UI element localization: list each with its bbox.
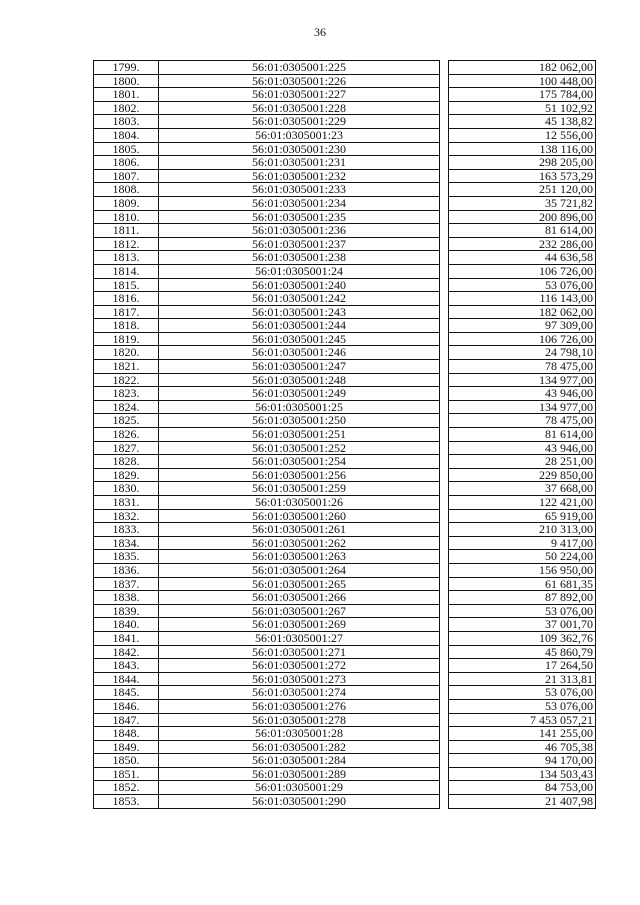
cadastral-number: 56:01:0305001:269	[159, 618, 440, 632]
cadastral-number: 56:01:0305001:238	[159, 251, 440, 265]
column-gap	[440, 645, 449, 659]
cadastral-number: 56:01:0305001:243	[159, 305, 440, 319]
cadastral-number: 56:01:0305001:271	[159, 645, 440, 659]
row-number: 1834.	[94, 536, 159, 550]
column-gap	[440, 727, 449, 741]
table-row	[94, 251, 596, 265]
cadastral-number: 56:01:0305001:237	[159, 237, 440, 251]
column-gap	[440, 414, 449, 428]
row-number: 1816.	[94, 292, 159, 306]
cadastral-value: 100 448,00	[449, 74, 596, 88]
table-row	[94, 468, 596, 482]
table-row	[94, 128, 596, 142]
column-gap	[440, 74, 449, 88]
table-row	[94, 156, 596, 170]
table-row	[94, 659, 596, 673]
cadastral-value: 43 946,00	[449, 441, 596, 455]
table-row	[94, 767, 596, 781]
row-number: 1828.	[94, 455, 159, 469]
column-gap	[440, 795, 449, 809]
cadastral-value: 37 668,00	[449, 482, 596, 496]
column-gap	[440, 631, 449, 645]
cadastral-number: 56:01:0305001:289	[159, 767, 440, 781]
table-row	[94, 169, 596, 183]
table-row	[94, 224, 596, 238]
table-row	[94, 577, 596, 591]
column-gap	[440, 115, 449, 129]
column-gap	[440, 509, 449, 523]
cadastral-value: 53 076,00	[449, 699, 596, 713]
cadastral-value: 106 726,00	[449, 332, 596, 346]
column-gap	[440, 468, 449, 482]
row-number: 1818.	[94, 319, 159, 333]
column-gap	[440, 754, 449, 768]
cadastral-value: 122 421,00	[449, 496, 596, 510]
row-number: 1833.	[94, 523, 159, 537]
column-gap	[440, 740, 449, 754]
column-gap	[440, 441, 449, 455]
cadastral-number: 56:01:0305001:272	[159, 659, 440, 673]
table-row	[94, 305, 596, 319]
cadastral-number: 56:01:0305001:260	[159, 509, 440, 523]
cadastral-number: 56:01:0305001:284	[159, 754, 440, 768]
table-row	[94, 115, 596, 129]
row-number: 1827.	[94, 441, 159, 455]
cadastral-value: 81 614,00	[449, 224, 596, 238]
cadastral-number: 56:01:0305001:252	[159, 441, 440, 455]
cadastral-value: 156 950,00	[449, 563, 596, 577]
cadastral-number: 56:01:0305001:267	[159, 604, 440, 618]
table-row	[94, 88, 596, 102]
table-row	[94, 699, 596, 713]
cadastral-number: 56:01:0305001:254	[159, 455, 440, 469]
cadastral-value: 35 721,82	[449, 196, 596, 210]
cadastral-value: 251 120,00	[449, 183, 596, 197]
row-number: 1820.	[94, 346, 159, 360]
row-number: 1842.	[94, 645, 159, 659]
cadastral-value: 21 407,98	[449, 795, 596, 809]
cadastral-number: 56:01:0305001:225	[159, 61, 440, 75]
cadastral-value: 106 726,00	[449, 264, 596, 278]
row-number: 1836.	[94, 563, 159, 577]
cadastral-value: 45 138,82	[449, 115, 596, 129]
column-gap	[440, 101, 449, 115]
row-number: 1809.	[94, 196, 159, 210]
row-number: 1853.	[94, 795, 159, 809]
cadastral-value: 53 076,00	[449, 686, 596, 700]
column-gap	[440, 292, 449, 306]
cadastral-value: 97 309,00	[449, 319, 596, 333]
column-gap	[440, 591, 449, 605]
cadastral-value: 43 946,00	[449, 387, 596, 401]
column-gap	[440, 61, 449, 75]
column-gap	[440, 659, 449, 673]
cadastral-value: 182 062,00	[449, 61, 596, 75]
cadastral-number: 56:01:0305001:249	[159, 387, 440, 401]
row-number: 1811.	[94, 224, 159, 238]
table-row	[94, 183, 596, 197]
table-row	[94, 523, 596, 537]
table-row	[94, 591, 596, 605]
cadastral-value: 46 705,38	[449, 740, 596, 754]
row-number: 1813.	[94, 251, 159, 265]
table-body	[94, 61, 596, 809]
column-gap	[440, 455, 449, 469]
row-number: 1808.	[94, 183, 159, 197]
row-number: 1822.	[94, 373, 159, 387]
cadastral-value: 17 264,50	[449, 659, 596, 673]
cadastral-number: 56:01:0305001:26	[159, 496, 440, 510]
row-number: 1802.	[94, 101, 159, 115]
column-gap	[440, 482, 449, 496]
table-row	[94, 400, 596, 414]
cadastral-number: 56:01:0305001:240	[159, 278, 440, 292]
row-number: 1826.	[94, 428, 159, 442]
table-row	[94, 727, 596, 741]
row-number: 1849.	[94, 740, 159, 754]
cadastral-number: 56:01:0305001:28	[159, 727, 440, 741]
cadastral-number: 56:01:0305001:236	[159, 224, 440, 238]
row-number: 1851.	[94, 767, 159, 781]
row-number: 1838.	[94, 591, 159, 605]
cadastral-number: 56:01:0305001:233	[159, 183, 440, 197]
table-row	[94, 319, 596, 333]
table-row	[94, 455, 596, 469]
cadastral-value: 45 860,79	[449, 645, 596, 659]
table-row	[94, 237, 596, 251]
cadastral-number: 56:01:0305001:229	[159, 115, 440, 129]
row-number: 1831.	[94, 496, 159, 510]
column-gap	[440, 604, 449, 618]
row-number: 1803.	[94, 115, 159, 129]
cadastral-value: 50 224,00	[449, 550, 596, 564]
cadastral-number: 56:01:0305001:231	[159, 156, 440, 170]
cadastral-number: 56:01:0305001:227	[159, 88, 440, 102]
cadastral-value: 84 753,00	[449, 781, 596, 795]
cadastral-value: 109 362,76	[449, 631, 596, 645]
cadastral-value: 21 313,81	[449, 672, 596, 686]
cadastral-number: 56:01:0305001:282	[159, 740, 440, 754]
cadastral-number: 56:01:0305001:245	[159, 332, 440, 346]
cadastral-number: 56:01:0305001:259	[159, 482, 440, 496]
table-row	[94, 754, 596, 768]
row-number: 1843.	[94, 659, 159, 673]
column-gap	[440, 699, 449, 713]
table-row	[94, 360, 596, 374]
column-gap	[440, 536, 449, 550]
column-gap	[440, 156, 449, 170]
row-number: 1841.	[94, 631, 159, 645]
cadastral-number: 56:01:0305001:244	[159, 319, 440, 333]
column-gap	[440, 523, 449, 537]
table-row	[94, 142, 596, 156]
table-row	[94, 536, 596, 550]
cadastral-number: 56:01:0305001:256	[159, 468, 440, 482]
row-number: 1807.	[94, 169, 159, 183]
cadastral-number: 56:01:0305001:261	[159, 523, 440, 537]
cadastral-number: 56:01:0305001:235	[159, 210, 440, 224]
column-gap	[440, 251, 449, 265]
column-gap	[440, 319, 449, 333]
column-gap	[440, 169, 449, 183]
row-number: 1847.	[94, 713, 159, 727]
table-row	[94, 713, 596, 727]
row-number: 1819.	[94, 332, 159, 346]
column-gap	[440, 618, 449, 632]
column-gap	[440, 264, 449, 278]
cadastral-number: 56:01:0305001:23	[159, 128, 440, 142]
cadastral-number: 56:01:0305001:246	[159, 346, 440, 360]
row-number: 1837.	[94, 577, 159, 591]
column-gap	[440, 672, 449, 686]
column-gap	[440, 88, 449, 102]
cadastral-value-table	[93, 60, 596, 809]
column-gap	[440, 400, 449, 414]
row-number: 1800.	[94, 74, 159, 88]
column-gap	[440, 332, 449, 346]
cadastral-value: 229 850,00	[449, 468, 596, 482]
row-number: 1839.	[94, 604, 159, 618]
row-number: 1832.	[94, 509, 159, 523]
column-gap	[440, 346, 449, 360]
table-row	[94, 278, 596, 292]
row-number: 1812.	[94, 237, 159, 251]
column-gap	[440, 183, 449, 197]
row-number: 1829.	[94, 468, 159, 482]
table-row	[94, 672, 596, 686]
table-row	[94, 482, 596, 496]
column-gap	[440, 550, 449, 564]
table-row	[94, 645, 596, 659]
cadastral-number: 56:01:0305001:290	[159, 795, 440, 809]
cadastral-number: 56:01:0305001:25	[159, 400, 440, 414]
cadastral-value: 44 636,58	[449, 251, 596, 265]
cadastral-value: 87 892,00	[449, 591, 596, 605]
cadastral-number: 56:01:0305001:228	[159, 101, 440, 115]
column-gap	[440, 428, 449, 442]
table-row	[94, 346, 596, 360]
row-number: 1804.	[94, 128, 159, 142]
table-row	[94, 441, 596, 455]
cadastral-value: 138 116,00	[449, 142, 596, 156]
table-row	[94, 509, 596, 523]
column-gap	[440, 713, 449, 727]
row-number: 1815.	[94, 278, 159, 292]
cadastral-number: 56:01:0305001:262	[159, 536, 440, 550]
cadastral-value: 116 143,00	[449, 292, 596, 306]
cadastral-value: 37 001,70	[449, 618, 596, 632]
cadastral-value: 210 313,00	[449, 523, 596, 537]
table-row	[94, 740, 596, 754]
cadastral-number: 56:01:0305001:29	[159, 781, 440, 795]
cadastral-number: 56:01:0305001:232	[159, 169, 440, 183]
row-number: 1805.	[94, 142, 159, 156]
cadastral-number: 56:01:0305001:247	[159, 360, 440, 374]
cadastral-number: 56:01:0305001:27	[159, 631, 440, 645]
cadastral-value: 65 919,00	[449, 509, 596, 523]
cadastral-value: 298 205,00	[449, 156, 596, 170]
row-number: 1850.	[94, 754, 159, 768]
row-number: 1799.	[94, 61, 159, 75]
table-row	[94, 781, 596, 795]
cadastral-number: 56:01:0305001:274	[159, 686, 440, 700]
row-number: 1817.	[94, 305, 159, 319]
column-gap	[440, 563, 449, 577]
cadastral-value: 61 681,35	[449, 577, 596, 591]
row-number: 1840.	[94, 618, 159, 632]
cadastral-value: 175 784,00	[449, 88, 596, 102]
table-row	[94, 631, 596, 645]
row-number: 1814.	[94, 264, 159, 278]
column-gap	[440, 767, 449, 781]
column-gap	[440, 237, 449, 251]
table-row	[94, 292, 596, 306]
table-row	[94, 332, 596, 346]
table-row	[94, 496, 596, 510]
row-number: 1844.	[94, 672, 159, 686]
cadastral-number: 56:01:0305001:264	[159, 563, 440, 577]
column-gap	[440, 577, 449, 591]
cadastral-value: 134 977,00	[449, 373, 596, 387]
column-gap	[440, 210, 449, 224]
row-number: 1845.	[94, 686, 159, 700]
cadastral-value: 94 170,00	[449, 754, 596, 768]
cadastral-number: 56:01:0305001:266	[159, 591, 440, 605]
column-gap	[440, 387, 449, 401]
table-row	[94, 264, 596, 278]
cadastral-number: 56:01:0305001:263	[159, 550, 440, 564]
cadastral-value: 53 076,00	[449, 278, 596, 292]
cadastral-number: 56:01:0305001:273	[159, 672, 440, 686]
column-gap	[440, 686, 449, 700]
column-gap	[440, 781, 449, 795]
row-number: 1848.	[94, 727, 159, 741]
cadastral-value: 24 798,10	[449, 346, 596, 360]
cadastral-number: 56:01:0305001:250	[159, 414, 440, 428]
table-row	[94, 618, 596, 632]
cadastral-value: 7 453 057,21	[449, 713, 596, 727]
cadastral-value: 182 062,00	[449, 305, 596, 319]
cadastral-number: 56:01:0305001:276	[159, 699, 440, 713]
table-row	[94, 373, 596, 387]
row-number: 1835.	[94, 550, 159, 564]
column-gap	[440, 224, 449, 238]
cadastral-value: 81 614,00	[449, 428, 596, 442]
column-gap	[440, 496, 449, 510]
cadastral-value: 9 417,00	[449, 536, 596, 550]
table-row	[94, 686, 596, 700]
column-gap	[440, 373, 449, 387]
cadastral-number: 56:01:0305001:234	[159, 196, 440, 210]
row-number: 1806.	[94, 156, 159, 170]
table-row	[94, 563, 596, 577]
cadastral-number: 56:01:0305001:248	[159, 373, 440, 387]
row-number: 1846.	[94, 699, 159, 713]
table-row	[94, 550, 596, 564]
table-row	[94, 604, 596, 618]
cadastral-value: 51 102,92	[449, 101, 596, 115]
table-row	[94, 196, 596, 210]
column-gap	[440, 196, 449, 210]
cadastral-value: 200 896,00	[449, 210, 596, 224]
table-row	[94, 387, 596, 401]
cadastral-number: 56:01:0305001:24	[159, 264, 440, 278]
column-gap	[440, 305, 449, 319]
row-number: 1821.	[94, 360, 159, 374]
cadastral-number: 56:01:0305001:265	[159, 577, 440, 591]
cadastral-value: 78 475,00	[449, 414, 596, 428]
cadastral-value: 12 556,00	[449, 128, 596, 142]
table-row	[94, 101, 596, 115]
row-number: 1825.	[94, 414, 159, 428]
cadastral-value: 134 977,00	[449, 400, 596, 414]
row-number: 1830.	[94, 482, 159, 496]
column-gap	[440, 360, 449, 374]
row-number: 1824.	[94, 400, 159, 414]
cadastral-value: 141 255,00	[449, 727, 596, 741]
cadastral-value: 28 251,00	[449, 455, 596, 469]
column-gap	[440, 128, 449, 142]
row-number: 1801.	[94, 88, 159, 102]
table-row	[94, 74, 596, 88]
cadastral-number: 56:01:0305001:251	[159, 428, 440, 442]
cadastral-value: 53 076,00	[449, 604, 596, 618]
table-row	[94, 428, 596, 442]
cadastral-value: 232 286,00	[449, 237, 596, 251]
page-number: 36	[314, 25, 326, 39]
cadastral-value: 163 573,29	[449, 169, 596, 183]
cadastral-value: 134 503,43	[449, 767, 596, 781]
row-number: 1823.	[94, 387, 159, 401]
row-number: 1810.	[94, 210, 159, 224]
cadastral-number: 56:01:0305001:278	[159, 713, 440, 727]
cadastral-number: 56:01:0305001:226	[159, 74, 440, 88]
table-row	[94, 61, 596, 75]
table-row	[94, 210, 596, 224]
column-gap	[440, 142, 449, 156]
table-row	[94, 795, 596, 809]
cadastral-number: 56:01:0305001:242	[159, 292, 440, 306]
table-row	[94, 414, 596, 428]
cadastral-number: 56:01:0305001:230	[159, 142, 440, 156]
cadastral-value: 78 475,00	[449, 360, 596, 374]
column-gap	[440, 278, 449, 292]
row-number: 1852.	[94, 781, 159, 795]
